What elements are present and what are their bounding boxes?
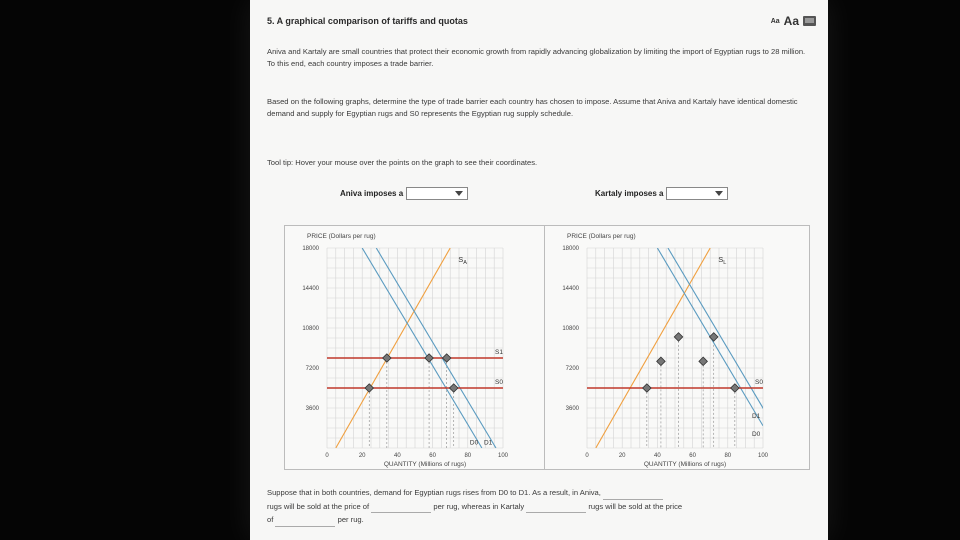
y-tick-label: 18000 (562, 246, 579, 252)
series-label-S_L: $S_L$ (718, 255, 727, 266)
x-tick-label: 100 (757, 453, 769, 459)
aniva-quantity-blank[interactable] (603, 489, 663, 500)
tooltip-text: Tool tip: Hover your mouse over the points on the graph to see their coordinates. (267, 158, 538, 167)
x-axis-title: QUANTITY (Millions of rugs) (383, 461, 467, 468)
followup-text-2: rugs will be sold at the price of (267, 501, 370, 511)
question-title: 5. A graphical comparison of tariffs and quotas (267, 16, 468, 26)
series-label-D0: D0 (469, 439, 479, 447)
y-tick-label: 3600 (305, 406, 319, 412)
followup-text-6: per rug. (337, 515, 364, 524)
text-size-large-button[interactable]: Aa (783, 14, 799, 28)
data-point (674, 333, 682, 341)
x-tick-label: 0 (325, 453, 329, 459)
kartaly-selector-label: Kartaly imposes a (595, 189, 664, 198)
x-tick-label: 80 (464, 453, 472, 459)
aniva-selector (340, 187, 468, 200)
aniva-price-blank[interactable] (371, 502, 431, 513)
x-tick-label: 40 (394, 453, 401, 459)
intro-paragraph: Aniva and Kartaly are small countries that protect their economic growth from rapidly advancing globalization by limiting the import of Egyptian rugs to 28 million. To this end, each country imposes a trade barrier. (267, 47, 806, 69)
aniva-graph (284, 225, 550, 470)
x-axis-title: QUANTITY (Millions of rugs) (643, 461, 727, 468)
kartaly-quantity-blank[interactable] (526, 502, 586, 513)
x-tick-label: 20 (358, 453, 366, 459)
data-point (449, 384, 457, 392)
data-point (699, 357, 707, 365)
y-tick-label: 7200 (565, 366, 579, 372)
kartaly-chart-svg (545, 226, 809, 469)
kartaly-graph (544, 225, 810, 470)
data-point (709, 333, 717, 341)
x-tick-label: 100 (497, 453, 509, 459)
y-axis-title: PRICE (Dollars per rug) (567, 233, 636, 240)
y-tick-label: 10800 (302, 326, 319, 332)
aniva-barrier-dropdown[interactable] (406, 187, 468, 200)
y-tick-label: 10800 (562, 326, 579, 332)
y-tick-label: 14400 (562, 286, 579, 292)
y-tick-label: 18000 (302, 246, 319, 252)
data-point (657, 357, 665, 365)
followup-text-5: of (267, 515, 274, 524)
kartaly-price-blank[interactable] (275, 516, 335, 527)
followup-question (267, 486, 812, 527)
computer-icon[interactable] (803, 16, 816, 26)
followup-text-1: Suppose that in both countries, demand for Egyptian rugs rises from D0 to D1. As a result, in Aniva, (267, 488, 601, 497)
y-tick-label: 3600 (565, 406, 579, 412)
y-axis-title: PRICE (Dollars per rug) (307, 233, 376, 240)
data-point (731, 384, 739, 392)
followup-text-4: rugs will be sold at the price (588, 501, 683, 511)
x-tick-label: 80 (724, 453, 732, 459)
x-tick-label: 0 (585, 453, 589, 459)
series-label-D1: D1 (483, 439, 493, 447)
y-tick-label: 7200 (305, 366, 319, 372)
series-label-S0: S0 (755, 379, 763, 386)
series-label-D1: D1 (751, 413, 761, 420)
y-tick-label: 14400 (302, 286, 319, 292)
data-point (383, 354, 391, 362)
text-size-controls (771, 14, 816, 28)
x-tick-label: 40 (654, 453, 661, 459)
aniva-chart-svg (285, 226, 549, 469)
instructions-paragraph: Based on the following graphs, determine the type of trade barrier each country has chosen to impose. Assume that Aniva and Kartaly have identical domestic demand and supply for Egyptian rugs and S0 represents the Egyptian rug supply schedule. (267, 97, 798, 119)
followup-text-3: per rug, whereas in Kartaly (433, 501, 525, 511)
series-label-S0: S0 (495, 379, 503, 386)
x-tick-label: 60 (689, 453, 696, 459)
text-size-small-button[interactable]: Aa (770, 17, 780, 25)
data-point (643, 384, 651, 392)
kartaly-selector (595, 187, 728, 200)
series-label-D0: D0 (751, 430, 761, 438)
x-tick-label: 60 (429, 453, 436, 459)
question-panel (250, 0, 828, 540)
series-label-S1: S1 (495, 349, 503, 356)
kartaly-barrier-dropdown[interactable] (666, 187, 728, 200)
aniva-selector-label: Aniva imposes a (340, 189, 404, 198)
series-label-S_A: $S_A$ (458, 255, 467, 266)
x-tick-label: 20 (618, 453, 626, 459)
